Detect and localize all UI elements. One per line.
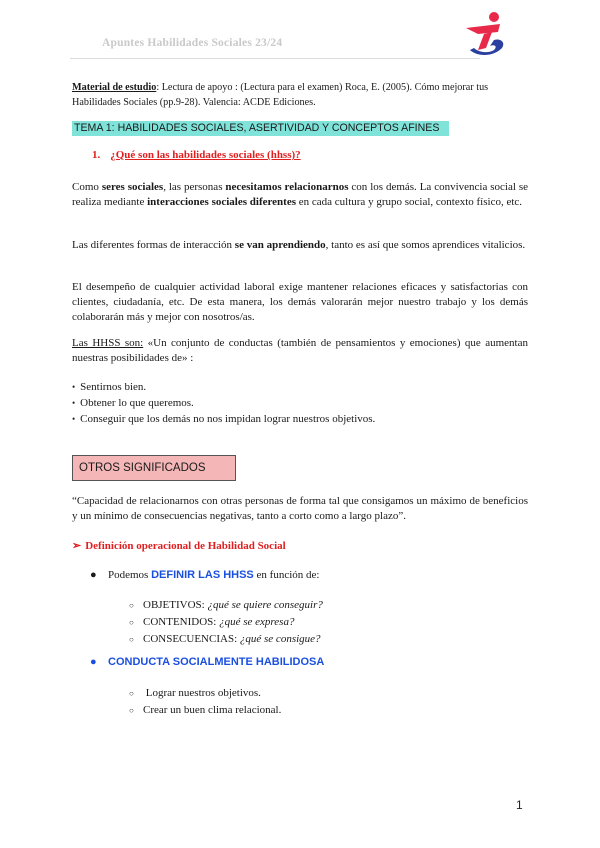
page-number: 1 xyxy=(516,798,523,812)
list-item xyxy=(129,685,281,702)
text-run: con los demás. La convivencia social se realiza mediante xyxy=(72,181,529,208)
skilled-behavior-list xyxy=(129,685,281,719)
paragraph-work-relations: El desempeño de cualquier actividad laboral exige mantener relaciones eficaces y satisfactorias con clientes, ciudadanía, etc. De esta manera, los demás valorarán mejor nuestro trabajo y los demás colaborarán más y mejor con nosotros/as. xyxy=(72,281,528,323)
criterion-question: ¿qué se consigue? xyxy=(239,633,321,645)
criteria-list xyxy=(129,597,323,648)
study-material-reference xyxy=(72,80,528,110)
list-item: • Sentirnos bien. xyxy=(72,379,375,395)
highlight-run: DEFINIR LAS HHSS xyxy=(151,569,254,581)
arrow-icon: ➢ xyxy=(72,540,82,552)
bold-run: seres sociales xyxy=(101,181,164,193)
definition-text: «Un conjunto de conductas (también de pensamientos y emociones) que aumentan nuestras posibilidades de» : xyxy=(72,337,528,364)
reference-label: Material de estudio xyxy=(72,82,157,93)
criterion-term: OBJETIVOS xyxy=(143,599,202,611)
section-heading xyxy=(92,149,301,161)
bullet-icon: ● xyxy=(90,656,97,668)
paragraph-learned-interactions xyxy=(72,238,528,253)
list-item: ○ CONTENIDOS: ¿qué se expresa? xyxy=(129,614,323,631)
criterion-question: ¿qué se quiere conseguir? xyxy=(207,599,323,611)
text-run: en cada cultura y grupo social, contexto físico, etc. xyxy=(296,196,523,208)
text-run: Las diferentes formas de interacción xyxy=(72,239,235,251)
other-meanings-box: OTROS SIGNIFICADOS xyxy=(72,455,236,481)
definition-label: Las HHSS son: xyxy=(72,337,144,349)
circle-bullet-icon: ○ xyxy=(129,618,134,627)
operational-definition-title: Definición operacional de Habilidad Social xyxy=(85,540,286,552)
section-title: ¿Qué son las habilidades sociales (hhss)? xyxy=(110,149,301,161)
benefits-list xyxy=(72,379,375,427)
bullet-icon: ● xyxy=(90,569,97,581)
text-run: , tanto es así que somos aprendices vitalicios. xyxy=(325,239,526,251)
paragraph-hhss-definition xyxy=(72,336,528,366)
operational-definition-heading xyxy=(72,539,286,552)
text-run: en función de: xyxy=(253,569,320,581)
text-run: Podemos xyxy=(108,569,152,581)
criterion-question: ¿qué se expresa? xyxy=(219,616,295,628)
bold-run: interacciones sociales diferentes xyxy=(147,196,296,208)
list-item: ○ OBJETIVOS: ¿qué se quiere conseguir? xyxy=(129,597,323,614)
skilled-behavior-title: CONDUCTA SOCIALMENTE HABILIDOSA xyxy=(108,656,325,668)
criterion-term: CONTENIDOS xyxy=(143,616,214,628)
skilled-behavior-bullet xyxy=(90,656,324,668)
list-item xyxy=(129,702,281,719)
circle-bullet-icon: ○ xyxy=(129,706,134,715)
section-number: 1. xyxy=(92,149,101,161)
circle-bullet-icon: ○ xyxy=(129,689,134,698)
bold-run: necesitamos relacionarnos xyxy=(225,181,349,193)
list-item: • Obtener lo que queremos. xyxy=(72,395,375,411)
reference-text: : Lectura de apoyo : (Lectura para el examen) Roca, E. (2005). Cómo mejorar tus Habilidades Sociales (pp.9-28). Valencia: ACDE Ediciones. xyxy=(72,82,489,108)
topic-heading: TEMA 1: HABILIDADES SOCIALES, ASERTIVIDAD Y CONCEPTOS AFINES xyxy=(72,121,449,136)
define-hhss-bullet xyxy=(90,569,319,581)
circle-bullet-icon: ○ xyxy=(129,601,134,610)
list-item-text: Crear un buen clima relacional. xyxy=(143,704,282,716)
list-item-text: Lograr nuestros objetivos. xyxy=(145,687,261,699)
header-divider xyxy=(70,58,480,59)
definition-quote: “Capacidad de relacionarnos con otras personas de forma tal que consigamos un máximo de beneficios y un mínimo de consecuencias negativas, tanto a corto como a largo plazo”. xyxy=(72,495,528,522)
header-title: Apuntes Habilidades Sociales 23/24 xyxy=(102,37,283,49)
text-run: Como xyxy=(72,181,102,193)
criterion-term: CONSECUENCIAS xyxy=(143,633,235,645)
bold-run: se van aprendiendo xyxy=(234,239,326,251)
text-run: , las personas xyxy=(163,181,226,193)
paragraph-social-beings xyxy=(72,180,528,210)
circle-bullet-icon: ○ xyxy=(129,635,134,644)
list-item: • Conseguir que los demás no nos impidan lograr nuestros objetivos. xyxy=(72,411,375,427)
logo-icon xyxy=(456,10,516,62)
list-item: ○ CONSECUENCIAS: ¿qué se consigue? xyxy=(129,631,323,648)
